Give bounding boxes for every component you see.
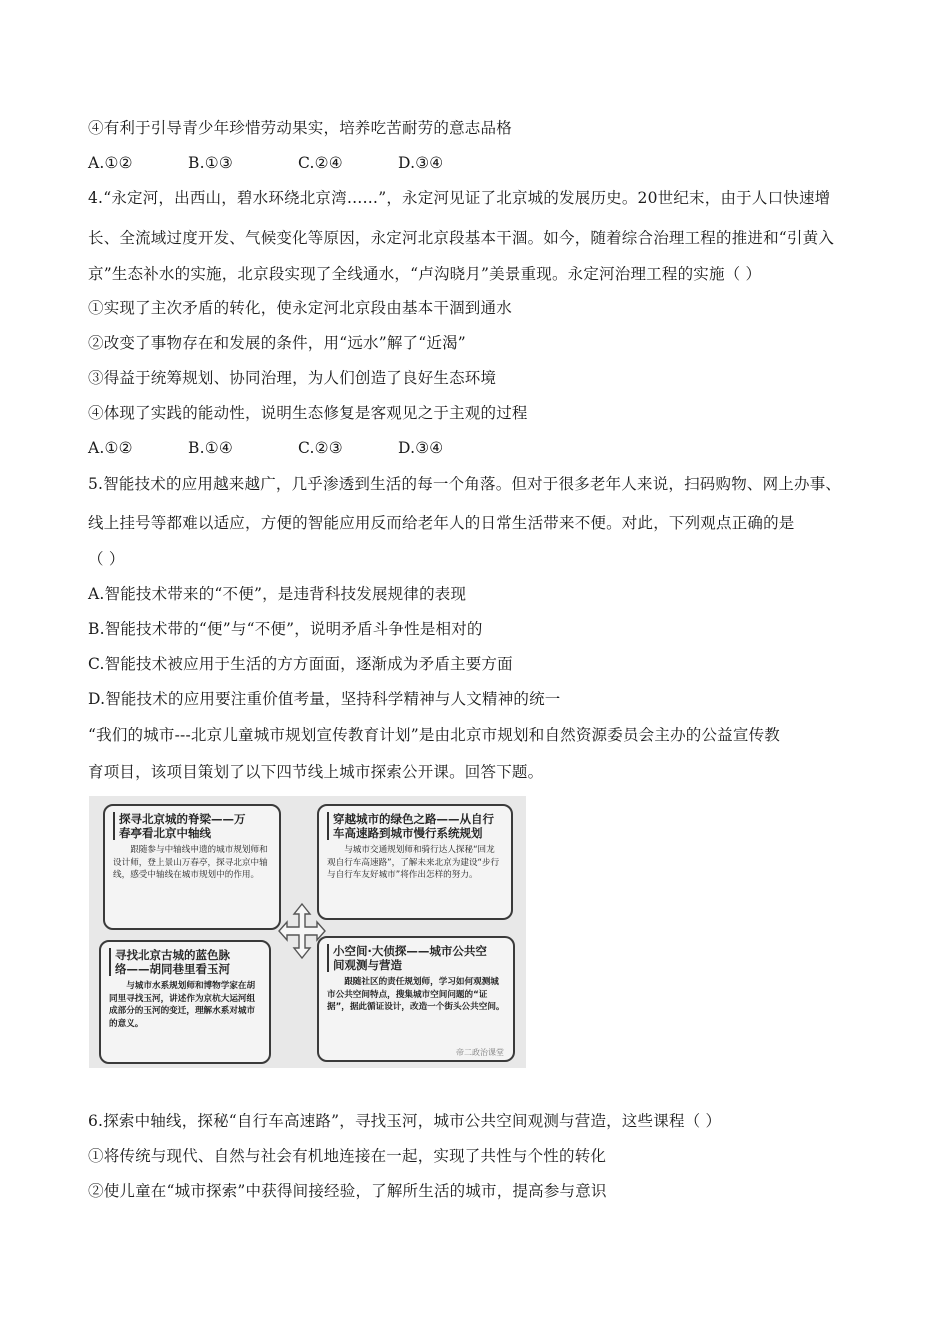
course-card-bike (317, 804, 513, 920)
q3-options (88, 153, 443, 173)
q4-stem-line-2: 长、全流域过度开发、气候变化等原因，永定河北京段基本干涸。如今，随着综合治理工程的推进和“引黄入 (88, 229, 835, 247)
course-card-text: 跟随社区的责任规划师，学习如何观测城市公共空间特点，搜集城市空间问题的“证据”，据此循证设计，改造一个街头公共空间。 (327, 977, 505, 1013)
q6-item-1: ①将传统与现代、自然与社会有机地连接在一起，实现了共性与个性的转化 (88, 1147, 607, 1165)
course-card-text: 与城市水系规划师和博物学家在胡同里寻找玉河，讲述作为京杭大运河组成部分的玉河的变迁，理解水系对城市的意义。 (109, 981, 256, 1029)
q3-item-4: ④有利于引导青少年珍惜劳动果实，培养吃苦耐劳的意志品格 (88, 119, 512, 137)
material-line-2: 育项目，该项目策划了以下四节线上城市探索公开课。回答下题。 (88, 763, 544, 781)
course-card-space (317, 936, 515, 1062)
q5-choice-b: B.智能技术带的“便”与“不便”，说明矛盾斗争性是相对的 (88, 620, 483, 638)
course-card-title: 小空间·大侦探——城市公共空 间观测与营造 (327, 944, 505, 972)
course-figure (89, 796, 526, 1068)
q4-item-3: ③得益于统筹规划、协同治理，为人们创造了良好生态环境 (88, 369, 497, 387)
four-way-arrow-icon (277, 902, 327, 960)
q5-stem-line-3: （ ） (88, 550, 125, 568)
q4-options (88, 438, 443, 458)
q5-choice-c: C.智能技术被应用于生活的方方面面，逐渐成为矛盾主要方面 (88, 655, 513, 673)
course-card-text: 与城市交通规划师和骑行达人探秘“回龙观自行车高速路”，了解未来北京为建设“步行与自行车友好城市”将作出怎样的努力。 (327, 845, 500, 881)
material-line-1: “我们的城市---北京儿童城市规划宣传教育计划”是由北京市规划和自然资源委员会主办的公益宣传教 (88, 726, 780, 744)
q3-option-d: D.③④ (398, 154, 444, 172)
q4-option-c: C.②③ (298, 439, 343, 457)
q4-stem-line-3: 京”生态补水的实施，北京段实现了全线通水，“卢沟晓月”美景重现。永定河治理工程的实施（ ） (88, 265, 762, 283)
q5-stem-line-1: 5.智能技术的应用越来越广，几乎渗透到生活的每一个角落。但对于很多老年人来说，扫码购物、网上办事、 (88, 475, 842, 493)
course-card-river (99, 940, 271, 1064)
q3-option-b: B.①③ (188, 154, 233, 172)
q4-option-a: A.①② (88, 439, 133, 457)
course-card-title: 探寻北京城的脊梁——万 春亭看北京中轴线 (113, 812, 271, 840)
q5-stem-line-2: 线上挂号等都难以适应，方便的智能应用反而给老年人的日常生活带来不便。对此，下列观点正确的是 (88, 514, 795, 532)
q4-item-4: ④体现了实践的能动性，说明生态修复是客观见之于主观的过程 (88, 404, 528, 422)
q4-item-2: ②改变了事物存在和发展的条件，用“远水”解了“近渴” (88, 334, 466, 352)
q5-choice-a: A.智能技术带来的“不便”，是违背科技发展规律的表现 (88, 585, 467, 603)
course-card-title: 寻找北京古城的蓝色脉 络——胡同巷里看玉河 (109, 948, 261, 976)
watermark: 帝二政治课堂 (456, 1048, 504, 1057)
q4-stem-line-1: 4.“永定河，出西山，碧水环绕北京湾……”，永定河见证了北京城的发展历史。20世纪末，由于人口快速增 (88, 189, 831, 207)
q3-option-c: C.②④ (298, 154, 343, 172)
q6-item-2: ②使儿童在“城市探索”中获得间接经验，了解所生活的城市，提高参与意识 (88, 1182, 607, 1200)
course-card-text: 跟随参与中轴线申遗的城市规划师和设计师，登上景山万春亭，探寻北京中轴线，感受中轴线在城市规划中的作用。 (113, 845, 268, 881)
q4-option-d: D.③④ (398, 439, 444, 457)
q4-item-1: ①实现了主次矛盾的转化，使永定河北京段由基本干涸到通水 (88, 299, 512, 317)
q5-choice-d: D.智能技术的应用要注重价值考量，坚持科学精神与人文精神的统一 (88, 690, 561, 708)
course-card-title: 穿越城市的绿色之路——从自行 车高速路到城市慢行系统规划 (327, 812, 503, 840)
q4-option-b: B.①④ (188, 439, 233, 457)
q3-option-a: A.①② (88, 154, 133, 172)
q6-stem: 6.探索中轴线，探秘“自行车高速路”，寻找玉河，城市公共空间观测与营造，这些课程（ ） (88, 1112, 722, 1130)
course-card-axis (103, 804, 281, 930)
